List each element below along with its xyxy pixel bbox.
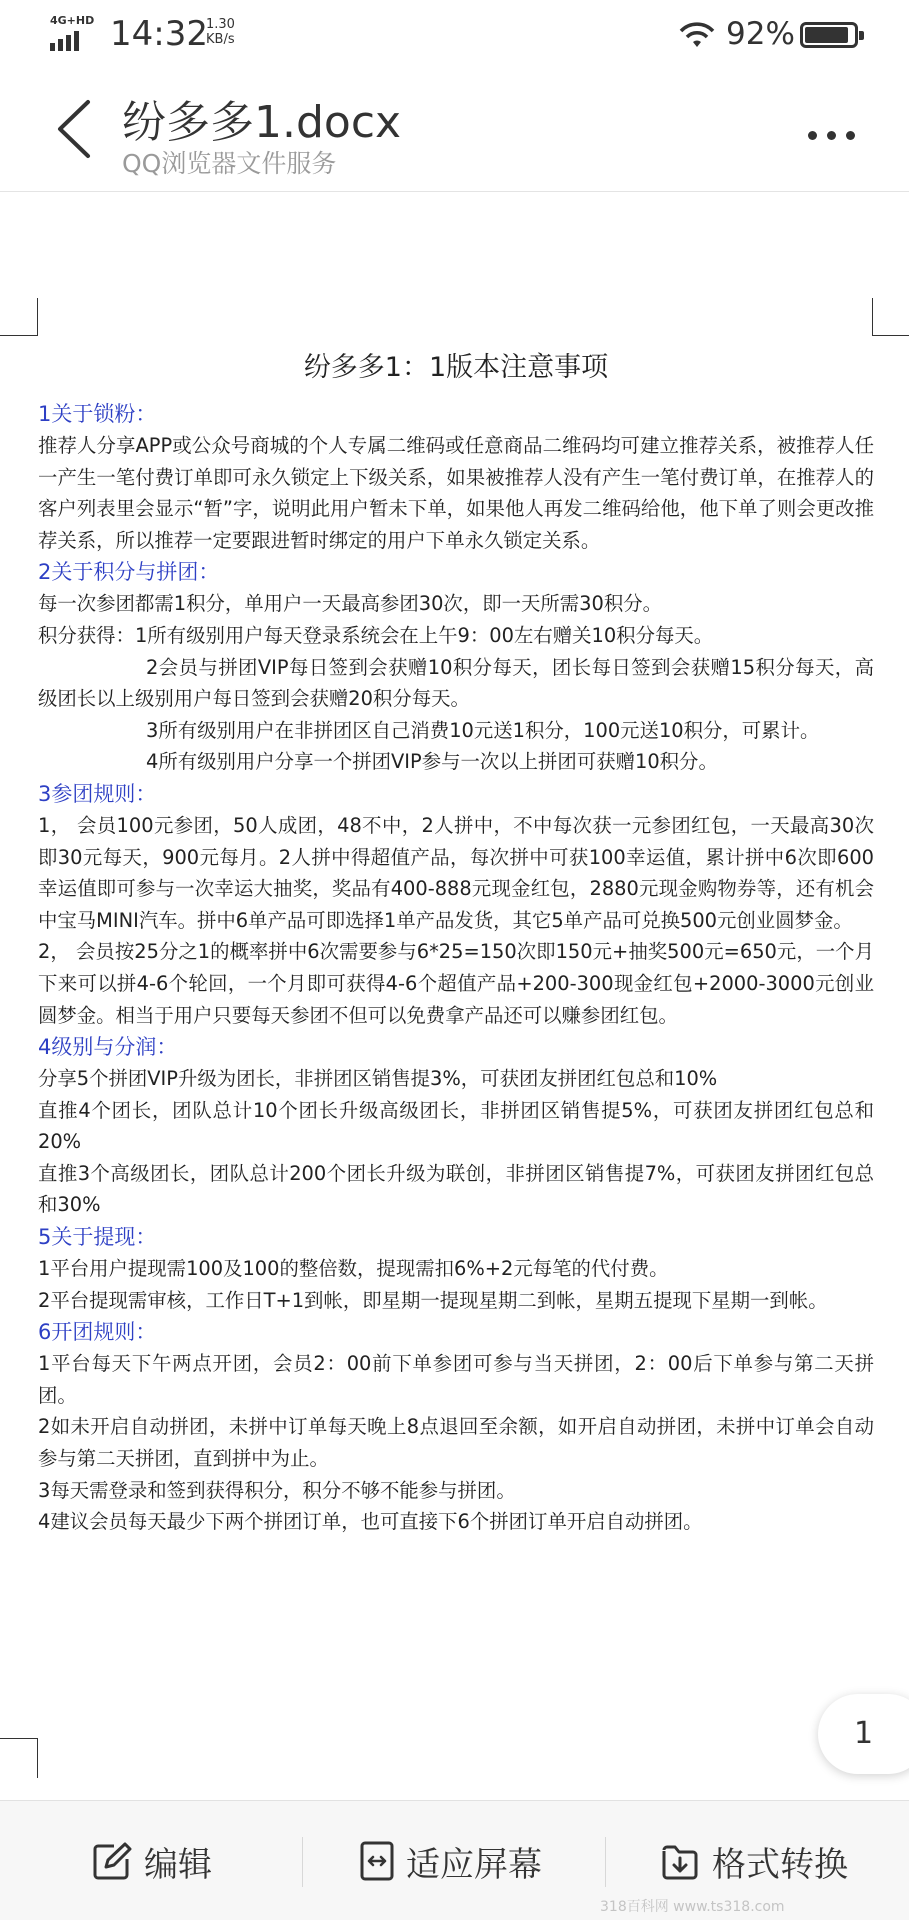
toolbar-divider xyxy=(302,1837,303,1887)
paragraph: 直推3个高级团长，团队总计200个团长升级为联创，非拼团区销售提7%，可获团友拼团红包总和30% xyxy=(38,1161,874,1217)
page-corner-mark xyxy=(0,298,38,336)
paragraph: 3所有级别用户在非拼团区自己消费10元送1积分，100元送10积分，可累计。 xyxy=(146,718,820,742)
paragraph: 2如未开启自动拼团，未拼中订单每天晚上8点退回至余额，如开启自动拼团，未拼中订单会自动参与第二天拼团，直到拼中为止。 xyxy=(38,1415,874,1471)
edit-icon xyxy=(92,1841,132,1881)
section-heading: 1关于锁粉： xyxy=(38,402,157,426)
paragraph: 推荐人分享APP或公众号商城的个人专属二维码或任意商品二维码均可建立推荐关系，被推荐人任一产生一笔付费订单即可永久锁定上下级关系，如果被推荐人没有产生一笔付费订单，在推荐人的客户列表里会显示“暂”字，说明此用户暂未下单，如果他人再发二维码给他，他下单了则会更改推荐关系，所以推荐一定要跟进暂时绑定的用户下单永久锁定关系。 xyxy=(38,434,874,552)
more-options-icon[interactable] xyxy=(808,120,868,150)
convert-icon xyxy=(660,1841,700,1881)
document-subtitle: QQ浏览器文件服务 xyxy=(122,149,337,178)
paragraph: 3每天需登录和签到获得积分，积分不够不能参与拼团。 xyxy=(38,1478,516,1502)
page-number-indicator[interactable]: 1 xyxy=(818,1694,909,1774)
back-arrow-icon[interactable] xyxy=(50,94,100,164)
edit-button[interactable]: 编辑 xyxy=(92,1801,212,1920)
document-heading: 纷多多1：1版本注意事项 xyxy=(303,352,609,383)
paragraph: 4所有级别用户分享一个拼团VIP参与一次以上拼团可获赠10积分。 xyxy=(146,750,718,774)
section-heading: 6开团规则： xyxy=(38,1320,157,1345)
section-heading: 4级别与分润： xyxy=(38,1035,178,1060)
document-page xyxy=(38,345,874,1538)
paragraph: 2平台提现需审核，工作日T+1到帐，即星期一提现星期二到帐，星期五提现下星期一到帐。 xyxy=(38,1288,828,1312)
page-corner-mark xyxy=(872,298,909,336)
clock: 14:32 xyxy=(110,14,208,54)
fit-screen-icon xyxy=(360,1841,394,1881)
paragraph: 分享5个拼团VIP升级为团长，非拼团区销售提3%，可获团友拼团红包总和10% xyxy=(38,1067,718,1091)
network-speed: 1.30 KB/s xyxy=(206,17,235,47)
status-bar xyxy=(0,0,909,68)
cellular-signal-icon: 4G+HD xyxy=(50,14,100,54)
paragraph: 2会员与拼团VIP每日签到会获赠10积分每天，团长每日签到会获赠15积分每天，高级团长以上级别用户每日签到会获赠20积分每天。 xyxy=(38,655,874,711)
section-heading: 3参团规则： xyxy=(38,781,157,806)
wifi-icon xyxy=(677,20,717,50)
paragraph: 积分获得：1所有级别用户每天登录系统会在上午9：00左右赠关10积分每天。 xyxy=(38,623,714,647)
format-convert-button[interactable]: 格式转换 xyxy=(660,1801,848,1920)
page-corner-mark xyxy=(0,1738,38,1778)
watermark: 318百科网 www.ts318.com xyxy=(600,1899,785,1915)
document-title: 纷多多1.docx xyxy=(122,97,402,148)
section-heading: 5关于提现： xyxy=(38,1225,157,1250)
paragraph: 每一次参团都需1积分，单用户一天最高参团30次，即一天所需30积分。 xyxy=(38,592,663,616)
fit-screen-button[interactable]: 适应屏幕 xyxy=(360,1801,542,1920)
battery-icon xyxy=(800,22,858,48)
section-heading: 2关于积分与拼团： xyxy=(38,560,220,585)
paragraph: 1平台每天下午两点开团，会员2：00前下单参团可参与当天拼团，2：00后下单参与第二天拼团。 xyxy=(38,1352,874,1407)
battery-percent: 92% xyxy=(726,16,795,52)
paragraph: 1平台用户提现需100及100的整倍数，提现需扣6%+2元每笔的代付费。 xyxy=(38,1257,669,1281)
paragraph: 4建议会员每天最少下两个拼团订单，也可直接下6个拼团订单开启自动拼团。 xyxy=(38,1510,703,1534)
title-bar xyxy=(0,68,909,192)
paragraph: 2， 会员按25分之1的概率拼中6次需要参与6*25=150次即150元+抽奖500元=650元，一个月下来可以拼4-6个轮回，一个月即可获得4-6个超值产品+200-300现金红包+2000-3000元创业圆梦金。相当于用户只要每天参团不但可以免费拿产品还可以赚参团红包。 xyxy=(38,940,874,1027)
paragraph: 1， 会员100元参团，50人成团，48不中，2人拼中，不中每次获一元参团红包，一天最高30次即30元每天，900元每月。2人拼中得超值产品，每次拼中可获100幸运值，累计拼中6次即600幸运值即可参与一次幸运大抽奖，奖品有400-888元现金红包，2880元现金购物券等，还有机会中宝马MINI汽车。拼中6单产品可即选择1单产品发货，其它5单产品可兑换500元创业圆梦金。 xyxy=(38,813,874,932)
paragraph: 直推4个团长，团队总计10个团长升级高级团长，非拼团区销售提5%，可获团友拼团红包总和20% xyxy=(38,1098,874,1154)
toolbar-divider xyxy=(605,1837,606,1887)
